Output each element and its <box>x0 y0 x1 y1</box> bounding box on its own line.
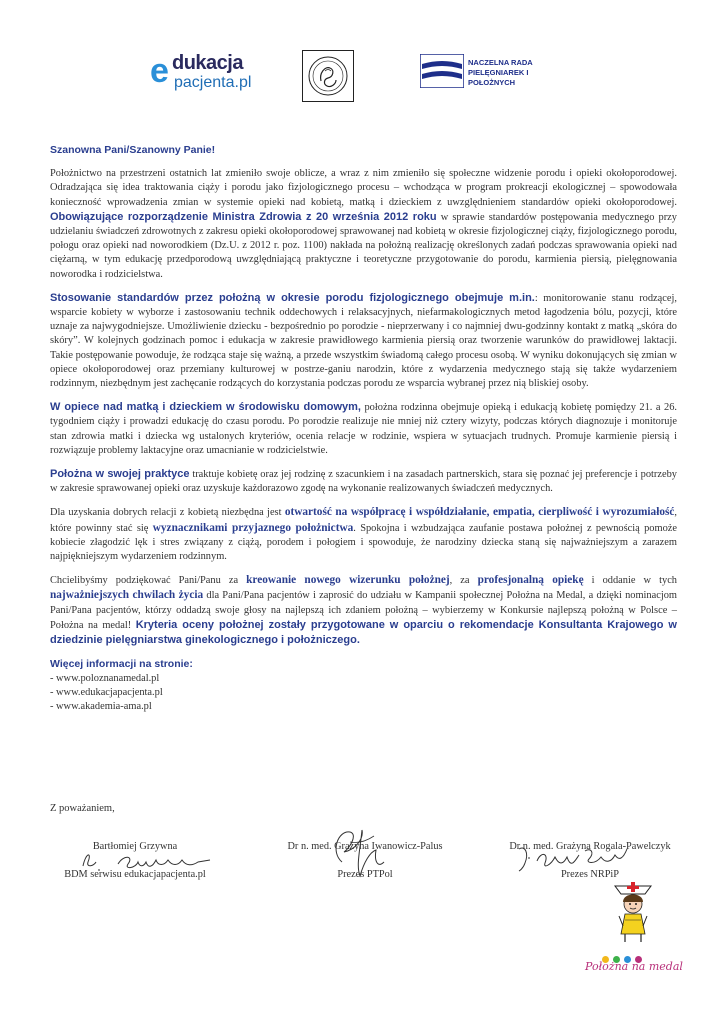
paragraph-6 <box>50 573 677 648</box>
p6-highlight-2: profesjonalną opiekę <box>477 574 584 587</box>
p4-text: traktuje kobietę oraz jej rodzinę z szacunkiem i na zasadach partnerskich, stara się poznać jej preferencje i potrzeby w zakresie sprawowanej opieki oraz uzyskuje każdorazowo zgodę na wykonanie realizowanych świadczeń medycznych. <box>50 469 677 495</box>
p5-text-a: Dla uzyskania dobrych relacji z kobietą niezbędna jest <box>50 507 285 519</box>
p6-text-d: dla Pani/Pana pacjentów i zaprosić do udziału w Kampanii społecznej Położna na Medal, a dzięki nominacjom Pani/Pana pacjentów, którzy oddadzą swoje głosy na najlepszą ich zdaniem położną – wybierzemy w Konkursie najlepszą położną w Polsce – Położna na medal! <box>50 590 678 631</box>
p5-highlight-2: wyznacznikami przyjaznego położnictwa <box>152 521 354 534</box>
midwife-illustration <box>605 880 661 951</box>
nrpip-line1: NACZELNA RADA <box>468 58 533 67</box>
p1-text-b: w sprawie standardów postępowania medycznego przy udzielaniu świadczeń zdrowotnych z zakresu opieki okołoporodowej sprawowanej nad kobietą w okresie fizjologicznej ciąży, fizjologicznego porodu, połogu oraz opieki nad noworodkiem (Dz.U. z 2012 r. poz. 1100) nakłada na położną realizację określonych zadań podczas sprawowania opieki nad ciężarną, w tym edukację przedporodową uwzględniającą praktyczne i teoretyczne przygotowanie do porodu, karmienia piersią, pielęgnowania noworodka i rodzicielstwa. <box>50 211 677 280</box>
signatory-role: Prezes PTPol <box>337 869 393 880</box>
logo-edukacja-text: dukacja <box>172 52 243 74</box>
p5-highlight-1: otwartość na współpracę i współdziałanie, empatia, cierpliwość i wyrozumiałość <box>284 506 675 519</box>
p3-text: położna rodzinna obejmuje opieką i edukacją kobietę pomiędzy 21. a 26. tygodniem ciąży i prowadzi edukację do czasu porodu. Po porodzie realizuje nie mniej niż cztery wizyty, podczas których diagnozuje i monitoruje stan zdrowia matki i dziecka wg ustalonych kryteriów, ocenia relacje w rodzinie, wspiera w sytuacjach trudnych. Promuje karmienie piersią i rozwiązuje problemy laktacyjne oraz umacnianie w rodzicielstwie. <box>50 402 677 456</box>
p6-text-c: i oddanie w tych <box>583 575 677 587</box>
handwritten-signature-2 <box>320 822 400 887</box>
p2-highlight: Stosowanie standardów przez położną w okresie porodu fizjologicznego obejmuje m.in. <box>50 291 535 304</box>
p4-highlight: Położna w swojej praktyce <box>50 468 190 481</box>
p3-highlight: W opiece nad matką i dzieckiem w środowisku domowym, <box>50 401 361 414</box>
paragraph-2 <box>50 291 677 391</box>
letter-body <box>50 143 677 714</box>
nrpip-logo <box>420 52 570 92</box>
link-edukacjapacjenta[interactable]: - www.edukacjapacjenta.pl <box>50 686 163 698</box>
regards: Z poważaniem, <box>50 803 115 814</box>
p1-highlight: Obowiązujące rozporządzenie Ministra Zdrowia z 20 września 2012 roku <box>50 210 437 223</box>
p6-text-a: Chcielibyśmy podziękować Pani/Panu za <box>50 575 247 587</box>
links-list <box>50 672 677 714</box>
link-poloznanamedal[interactable]: - www.poloznanamedal.pl <box>50 672 160 684</box>
paragraph-3 <box>50 400 677 458</box>
handwritten-signature-3 <box>515 843 635 884</box>
edukacja-pacjenta-logo <box>150 50 260 100</box>
nrpip-line2: PIELĘGNIAREK I POŁOŻNYCH <box>468 68 529 87</box>
signatory-role: Prezes NRPiP <box>560 869 620 880</box>
p1-text-a: Położnictwo na przestrzeni ostatnich lat zmieniło swoje oblicze, a wraz z nim zmieniło się społeczne widzenie porodu i opieki okołoporodowej. Odradzająca się idea traktowania ciąży i porodu jako fizjologicznego procesu – wchodząca w program prokreacji ekologicznej – spowodowała konieczność wprowadzenia zmian w systemie opieki nad kobietą, matką i dzieckiem z uwzględnieniem standardów opieki okołoporodowej. <box>50 168 677 208</box>
p6-highlight-4: Kryteria oceny położnej zostały przygotowane w oparciu o rekomendacje Konsultanta Krajowego w dziedzinie pielęgniarstwa ginekologicznego i położniczego. <box>50 618 677 647</box>
paragraph-5 <box>50 505 677 564</box>
signatory-name: Bartłomiej Grzywna <box>92 841 178 852</box>
p6-highlight-1: kreowanie nowego wizerunku położnej <box>246 574 450 587</box>
paragraph-4 <box>50 467 677 496</box>
p5-text-c: . Spokojna i wzbudzająca zaufanie postawa położnej z pewnością pomoże kobiecie złagodzić lęk i stres związany z ciążą, porodem i połogiem i spowoduje, że narodziny dziecka staną się najważniejszym a zarazem najpiękniejszym wydarzeniem rodzinnym. <box>50 522 678 563</box>
signatory-name: Dr n. med. Grażyna Rogala-Pawelczyk <box>509 841 671 852</box>
p2-text: : monitorowanie stanu rodzącej, wsparcie kobiety w wyborze i zastosowaniu technik oddechowych i relaksacyjnych, niefarmakologicznych metod łagodzenia bólu, pozycji, które uznaje za najwygodniejsze. Umożliwienie dziecku - bezpośrednio po porodzie - nieprzerwany i co najmniej dwu-godzinny kontakt z matką „skóra do skóry”. W kolejnych godzinach pomoc i edukacja w zakresie prawidłowego karmienia piersią oraz tworzenie warunków do prawidłowej laktacji. Takie postępowanie powoduje, że rodząca staje się ważną, a przede wszystkim świadomą całego procesu osobą. W wyniku dokonujących się zmian w opiece okołoporodowej oraz przemiany kulturowej w postrze-ganiu narodzin, które z wydarzenia medycznego stają się także wydarzeniem rodzinnym, niezbędnym jest zachęcanie rodzących do korzystania podczas porodu ze wsparcia wybranej przez nią bliskiej osoby. <box>50 292 677 390</box>
signatory-role: BDM serwisu edukacjapacjenta.pl <box>64 869 206 880</box>
medal-logo-text: Położna na medal <box>585 960 683 973</box>
logo-e-letter: e <box>150 52 169 90</box>
logo-pacjenta-text: pacjenta.pl <box>174 74 252 91</box>
signatory-name: Dr n. med. Grażyna Iwanowicz-Palus <box>287 841 443 852</box>
link-akademia-ama[interactable]: - www.akademia-ama.pl <box>50 700 152 712</box>
handwritten-signature-1 <box>78 848 218 881</box>
p5-text-b: , które powinny stać się <box>50 507 677 534</box>
p6-highlight-3: najważniejszych chwilach życia <box>50 589 204 602</box>
paragraph-1 <box>50 167 677 282</box>
p6-text-b: , za <box>449 575 478 587</box>
greeting: Szanowna Pani/Szanowny Panie! <box>50 144 216 156</box>
info-heading: Więcej informacji na stronie: <box>50 658 193 671</box>
ptpol-emblem <box>302 50 354 102</box>
